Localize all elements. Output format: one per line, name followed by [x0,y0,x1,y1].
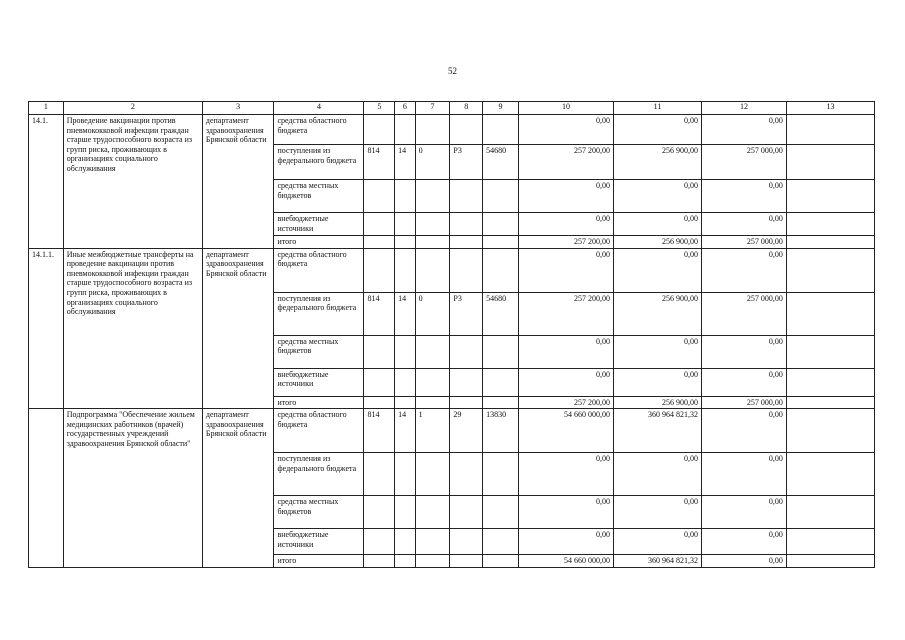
amount-year1-cell: 257 200,00 [518,145,613,180]
funding-source-cell: поступления из федерального бюджета [274,145,364,180]
amount-year1-cell: 54 660 000,00 [518,555,613,568]
amount-year2-cell: 0,00 [614,248,702,292]
amount-year2-cell: 0,00 [614,115,702,145]
code-section-cell [395,396,415,409]
code-section-cell [395,496,415,529]
code-subprogram-cell [450,115,483,145]
code-grbs-cell [364,248,395,292]
code-subprogram-cell [450,236,483,249]
notes-cell [786,248,874,292]
code-subprogram-cell [450,213,483,236]
code-section-cell [395,115,415,145]
code-grbs-cell: 814 [364,145,395,180]
funding-source-cell: итого [274,396,364,409]
code-direction-cell [483,368,519,396]
notes-cell [786,409,874,453]
column-number: 5 [364,102,395,115]
notes-cell [786,145,874,180]
code-direction-cell [483,213,519,236]
code-section-cell [395,248,415,292]
code-subprogram-cell [450,248,483,292]
amount-year3-cell: 257 000,00 [702,145,787,180]
amount-year2-cell: 360 964 821,32 [614,555,702,568]
amount-year2-cell: 360 964 821,32 [614,409,702,453]
amount-year2-cell: 0,00 [614,453,702,496]
amount-year2-cell: 256 900,00 [614,396,702,409]
amount-year3-cell: 0,00 [702,115,787,145]
column-number: 7 [415,102,450,115]
code-direction-cell [483,529,519,555]
page-number: 52 [448,66,457,76]
amount-year3-cell: 257 000,00 [702,292,787,335]
amount-year2-cell: 256 900,00 [614,236,702,249]
amount-year1-cell: 0,00 [518,335,613,368]
code-section-cell: 14 [395,409,415,453]
code-program-cell [415,529,450,555]
amount-year3-cell: 257 000,00 [702,236,787,249]
code-program-cell [415,396,450,409]
amount-year2-cell: 0,00 [614,335,702,368]
funding-source-cell: средства областного бюджета [274,115,364,145]
code-subprogram-cell [450,555,483,568]
column-number: 1 [29,102,64,115]
amount-year3-cell: 0,00 [702,213,787,236]
amount-year1-cell: 257 200,00 [518,292,613,335]
item-number-cell: 14.1. [29,115,64,249]
executor-cell: департамент здравоохранения Брянской области [202,248,274,409]
column-number: 6 [395,102,415,115]
table-row [29,409,875,453]
funding-source-cell: поступления из федерального бюджета [274,292,364,335]
notes-cell [786,496,874,529]
funding-source-cell: внебюджетные источники [274,368,364,396]
code-section-cell [395,180,415,213]
code-subprogram-cell [450,453,483,496]
amount-year3-cell: 0,00 [702,529,787,555]
notes-cell [786,368,874,396]
code-subprogram-cell [450,529,483,555]
code-subprogram-cell: Р3 [450,292,483,335]
code-grbs-cell [364,555,395,568]
item-number-cell [29,409,64,568]
column-number: 3 [202,102,274,115]
code-section-cell: 14 [395,292,415,335]
code-program-cell [415,496,450,529]
funding-source-cell: средства областного бюджета [274,248,364,292]
notes-cell [786,115,874,145]
column-number: 13 [786,102,874,115]
amount-year2-cell: 0,00 [614,180,702,213]
code-grbs-cell [364,213,395,236]
amount-year2-cell: 0,00 [614,368,702,396]
amount-year1-cell: 0,00 [518,248,613,292]
code-section-cell [395,453,415,496]
notes-cell [786,335,874,368]
funding-source-cell: итого [274,555,364,568]
amount-year1-cell: 0,00 [518,213,613,236]
funding-source-cell: средства местных бюджетов [274,335,364,368]
amount-year3-cell: 0,00 [702,248,787,292]
code-program-cell [415,555,450,568]
code-grbs-cell [364,236,395,249]
amount-year2-cell: 256 900,00 [614,145,702,180]
column-number: 4 [274,102,364,115]
code-grbs-cell [364,180,395,213]
funding-source-cell: средства местных бюджетов [274,496,364,529]
amount-year1-cell: 0,00 [518,453,613,496]
notes-cell [786,180,874,213]
code-direction-cell [483,396,519,409]
notes-cell [786,529,874,555]
amount-year1-cell: 0,00 [518,115,613,145]
column-number: 10 [518,102,613,115]
notes-cell [786,453,874,496]
amount-year1-cell: 0,00 [518,496,613,529]
code-subprogram-cell [450,496,483,529]
code-section-cell [395,555,415,568]
code-grbs-cell [364,115,395,145]
code-grbs-cell [364,335,395,368]
code-grbs-cell: 814 [364,409,395,453]
notes-cell [786,292,874,335]
code-direction-cell: 13830 [483,409,519,453]
code-subprogram-cell: 29 [450,409,483,453]
notes-cell [786,213,874,236]
notes-cell [786,396,874,409]
amount-year2-cell: 0,00 [614,529,702,555]
table-row [29,115,875,145]
amount-year3-cell: 0,00 [702,368,787,396]
code-direction-cell [483,236,519,249]
amount-year1-cell: 0,00 [518,368,613,396]
funding-source-cell: итого [274,236,364,249]
code-subprogram-cell [450,180,483,213]
amount-year2-cell: 0,00 [614,496,702,529]
notes-cell [786,236,874,249]
code-grbs-cell [364,396,395,409]
code-section-cell [395,213,415,236]
code-grbs-cell [364,368,395,396]
code-program-cell [415,236,450,249]
code-program-cell [415,368,450,396]
code-section-cell [395,335,415,368]
amount-year1-cell: 257 200,00 [518,396,613,409]
amount-year1-cell: 257 200,00 [518,236,613,249]
item-name-cell: Подпрограмма "Обеспечение жильем медицинских работников (врачей) государственных учреждений здравоохранения Брянской области" [63,409,202,568]
funding-source-cell: поступления из федерального бюджета [274,453,364,496]
amount-year3-cell: 0,00 [702,453,787,496]
code-subprogram-cell [450,368,483,396]
code-program-cell: 0 [415,145,450,180]
code-subprogram-cell: Р3 [450,145,483,180]
item-name-cell: Иные межбюджетные трансферты на проведение вакцинации против пневмококковой инфекции граждан старше трудоспособного возраста из групп риска, проживающих в организациях социального обслуживания [63,248,202,409]
code-grbs-cell: 814 [364,292,395,335]
amount-year1-cell: 0,00 [518,529,613,555]
amount-year1-cell: 0,00 [518,180,613,213]
code-program-cell [415,248,450,292]
code-direction-cell [483,555,519,568]
code-program-cell: 1 [415,409,450,453]
executor-cell: департамент здравоохранения Брянской области [202,409,274,568]
code-program-cell [415,180,450,213]
code-subprogram-cell [450,396,483,409]
code-direction-cell [483,115,519,145]
item-name-cell: Проведение вакцинации против пневмококковой инфекции граждан старше трудоспособного возраста из групп риска, проживающих в организациях социального обслуживания [63,115,202,249]
code-direction-cell: 54680 [483,145,519,180]
code-program-cell: 0 [415,292,450,335]
code-section-cell [395,368,415,396]
code-program-cell [415,335,450,368]
code-program-cell [415,453,450,496]
amount-year3-cell: 0,00 [702,180,787,213]
amount-year2-cell: 256 900,00 [614,292,702,335]
code-subprogram-cell [450,335,483,368]
funding-source-cell: средства областного бюджета [274,409,364,453]
column-number: 12 [702,102,787,115]
funding-source-cell: внебюджетные источники [274,529,364,555]
code-direction-cell: 54680 [483,292,519,335]
code-program-cell [415,213,450,236]
code-direction-cell [483,453,519,496]
code-program-cell [415,115,450,145]
code-direction-cell [483,496,519,529]
code-grbs-cell [364,529,395,555]
code-grbs-cell [364,453,395,496]
amount-year3-cell: 0,00 [702,335,787,368]
amount-year3-cell: 0,00 [702,496,787,529]
column-number: 8 [450,102,483,115]
code-grbs-cell [364,496,395,529]
amount-year3-cell: 0,00 [702,555,787,568]
funding-source-cell: внебюджетные источники [274,213,364,236]
code-section-cell [395,529,415,555]
column-number-row [29,102,875,115]
amount-year3-cell: 257 000,00 [702,396,787,409]
column-number: 9 [483,102,519,115]
amount-year1-cell: 54 660 000,00 [518,409,613,453]
code-section-cell [395,236,415,249]
table-row [29,248,875,292]
budget-table [28,101,875,568]
code-direction-cell [483,335,519,368]
column-number: 11 [614,102,702,115]
code-direction-cell [483,248,519,292]
amount-year3-cell: 0,00 [702,409,787,453]
executor-cell: департамент здравоохранения Брянской области [202,115,274,249]
column-number: 2 [63,102,202,115]
amount-year2-cell: 0,00 [614,213,702,236]
notes-cell [786,555,874,568]
funding-source-cell: средства местных бюджетов [274,180,364,213]
item-number-cell: 14.1.1. [29,248,64,409]
code-direction-cell [483,180,519,213]
code-section-cell: 14 [395,145,415,180]
